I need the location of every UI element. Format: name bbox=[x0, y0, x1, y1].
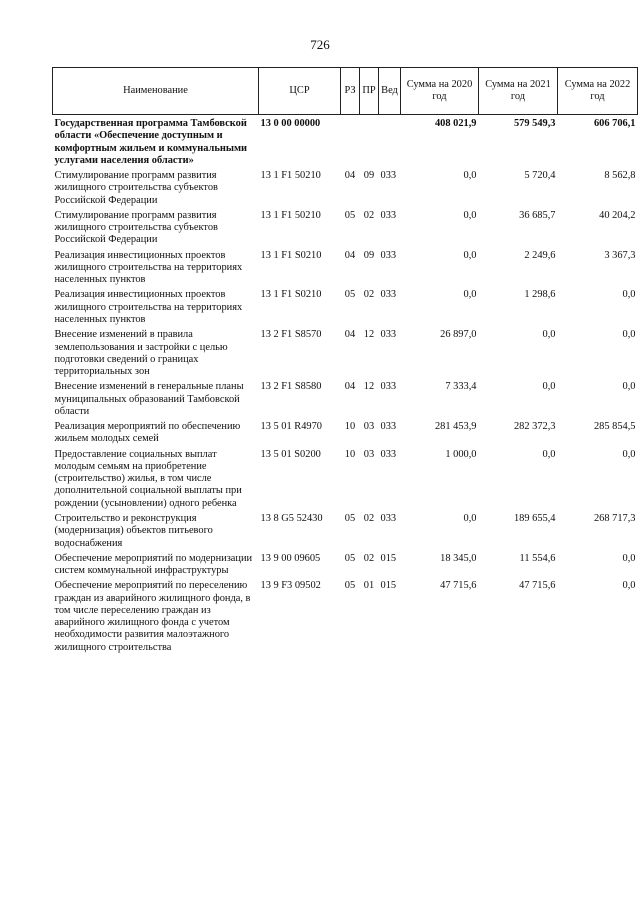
row-sum-2021: 579 549,3 bbox=[513, 118, 556, 129]
row-sum-2022: 606 706,1 bbox=[593, 118, 636, 129]
table-row bbox=[53, 446, 638, 510]
row-sum-2020: 0,0 bbox=[463, 209, 477, 221]
row-csr: 13 1 F1 S0210 bbox=[260, 289, 322, 301]
row-sum-2022: 0,0 bbox=[622, 289, 636, 301]
row-ved: 033 bbox=[380, 249, 397, 261]
row-csr: 13 9 00 09605 bbox=[260, 552, 321, 564]
row-ved: 033 bbox=[380, 421, 397, 433]
row-rz: 04 bbox=[344, 249, 356, 261]
row-pr: 02 bbox=[363, 512, 375, 524]
row-pr: 12 bbox=[363, 329, 375, 341]
row-sum-2021: 36 685,7 bbox=[519, 209, 556, 221]
row-pr: 03 bbox=[363, 421, 375, 433]
row-rz: 05 bbox=[344, 552, 356, 564]
row-sum-2021: 47 715,6 bbox=[519, 580, 556, 592]
row-sum-2022: 8 562,8 bbox=[604, 170, 636, 182]
row-csr: 13 1 F1 S0210 bbox=[260, 249, 322, 261]
row-rz bbox=[341, 115, 360, 168]
row-name: Государственная программа Тамбовской области «Обеспечение доступным и комфортным жильем и коммунальными услугами населения области» bbox=[54, 118, 248, 166]
row-ved: 033 bbox=[380, 170, 397, 182]
header-sum-2022: Сумма на 2022 год bbox=[558, 68, 638, 115]
row-ved bbox=[379, 115, 401, 168]
row-name: Внесение изменений в правила землепользования и застройки с целью подготовки сведений о границах территориальных зон bbox=[54, 329, 228, 378]
row-sum-2020: 0,0 bbox=[463, 512, 477, 524]
row-name: Строительство и реконструкция (модернизация) объектов питьевого водоснабжения bbox=[54, 512, 213, 549]
row-rz: 05 bbox=[344, 209, 356, 221]
row-sum-2021: 1 298,6 bbox=[524, 289, 556, 301]
row-rz: 10 bbox=[344, 448, 356, 460]
header-csr: ЦСР bbox=[259, 68, 341, 115]
row-rz: 04 bbox=[344, 381, 356, 393]
header-rz: РЗ bbox=[341, 68, 360, 115]
table-row bbox=[53, 286, 638, 326]
row-rz: 05 bbox=[344, 289, 356, 301]
row-sum-2021: 189 655,4 bbox=[513, 512, 556, 524]
row-csr: 13 5 01 S0200 bbox=[260, 448, 321, 460]
table-row bbox=[53, 550, 638, 578]
table-row bbox=[53, 378, 638, 418]
row-sum-2020: 18 345,0 bbox=[440, 552, 477, 564]
table-row bbox=[53, 167, 638, 207]
row-sum-2021: 5 720,4 bbox=[524, 170, 556, 182]
page-number: 726 bbox=[310, 37, 330, 52]
row-csr: 13 9 F3 09502 bbox=[260, 580, 321, 592]
row-ved: 033 bbox=[380, 512, 397, 524]
header-ved: Вед bbox=[379, 68, 401, 115]
row-sum-2021: 282 372,3 bbox=[513, 421, 556, 433]
row-sum-2020: 47 715,6 bbox=[440, 580, 477, 592]
row-name: Предоставление социальных выплат молодым семьям на приобретение (строительство) жилья, в том числе дополнительной социальной выплаты при рождении (усыновлении) одного ребенка bbox=[54, 448, 242, 509]
row-sum-2020: 281 453,9 bbox=[434, 421, 477, 433]
row-sum-2020: 7 333,4 bbox=[445, 381, 477, 393]
row-csr: 13 2 F1 S8570 bbox=[260, 329, 322, 341]
row-sum-2021: 0,0 bbox=[542, 329, 556, 341]
row-csr: 13 1 F1 50210 bbox=[260, 209, 321, 221]
row-rz: 04 bbox=[344, 170, 356, 182]
header-row bbox=[53, 68, 638, 115]
row-name: Обеспечение мероприятий по переселению граждан из аварийного жилищного фонда, в том числе переселению граждан из аварийного жилищного фонда с учетом необходимости развития малоэтажного жилищного строительства bbox=[54, 580, 251, 653]
row-sum-2021: 11 554,6 bbox=[519, 552, 556, 564]
row-sum-2020: 1 000,0 bbox=[445, 448, 477, 460]
table-row bbox=[53, 115, 638, 168]
table-row bbox=[53, 207, 638, 247]
row-pr: 09 bbox=[363, 170, 375, 182]
row-sum-2021: 2 249,6 bbox=[524, 249, 556, 261]
row-name: Обеспечение мероприятий по модернизации систем коммунальной инфраструктуры bbox=[54, 552, 253, 577]
header-pr: ПР bbox=[360, 68, 379, 115]
row-csr: 13 2 F1 S8580 bbox=[260, 381, 322, 393]
row-sum-2022: 0,0 bbox=[622, 580, 636, 592]
row-sum-2020: 0,0 bbox=[463, 249, 477, 261]
row-sum-2020: 408 021,9 bbox=[434, 118, 477, 129]
row-sum-2022: 0,0 bbox=[622, 381, 636, 393]
row-sum-2022: 268 717,3 bbox=[593, 512, 636, 524]
row-rz: 04 bbox=[344, 329, 356, 341]
row-sum-2022: 40 204,2 bbox=[599, 209, 636, 221]
row-pr: 02 bbox=[363, 552, 375, 564]
row-pr: 12 bbox=[363, 381, 375, 393]
row-ved: 033 bbox=[380, 381, 397, 393]
header-sum-2021: Сумма на 2021 год bbox=[479, 68, 558, 115]
row-csr: 13 5 01 R4970 bbox=[260, 421, 322, 433]
table-row bbox=[53, 510, 638, 550]
row-name: Реализация мероприятий по обеспечению жильем молодых семей bbox=[54, 421, 241, 445]
table-row bbox=[53, 326, 638, 378]
row-sum-2022: 3 367,3 bbox=[604, 249, 636, 261]
row-csr: 13 1 F1 50210 bbox=[260, 170, 321, 182]
row-name: Стимулирование программ развития жилищного строительства субъектов Российской Федерации bbox=[54, 209, 218, 246]
row-sum-2021: 0,0 bbox=[542, 448, 556, 460]
table-row bbox=[53, 418, 638, 446]
row-csr: 13 8 G5 52430 bbox=[260, 512, 323, 524]
row-pr: 01 bbox=[363, 580, 375, 592]
header-name: Наименование bbox=[53, 68, 259, 115]
table-row bbox=[53, 577, 638, 654]
row-ved: 033 bbox=[380, 329, 397, 341]
row-rz: 10 bbox=[344, 421, 356, 433]
row-sum-2022: 285 854,5 bbox=[593, 421, 636, 433]
row-pr: 02 bbox=[363, 289, 375, 301]
row-pr: 02 bbox=[363, 209, 375, 221]
row-csr: 13 0 00 00000 bbox=[260, 118, 321, 129]
row-ved: 033 bbox=[380, 448, 397, 460]
row-name: Реализация инвестиционных проектов жилищного строительства на территориях населенных пунктов bbox=[54, 249, 243, 286]
row-pr: 03 bbox=[363, 448, 375, 460]
row-pr: 09 bbox=[363, 249, 375, 261]
row-rz: 05 bbox=[344, 512, 356, 524]
row-ved: 033 bbox=[380, 209, 397, 221]
row-sum-2020: 0,0 bbox=[463, 170, 477, 182]
row-sum-2020: 0,0 bbox=[463, 289, 477, 301]
row-ved: 015 bbox=[380, 552, 397, 564]
header-sum-2020: Сумма на 2020 год bbox=[401, 68, 479, 115]
row-sum-2022: 0,0 bbox=[622, 448, 636, 460]
row-name: Стимулирование программ развития жилищного строительства субъектов Российской Федерации bbox=[54, 170, 218, 206]
row-sum-2020: 26 897,0 bbox=[440, 329, 477, 341]
row-ved: 015 bbox=[380, 580, 397, 592]
row-sum-2022: 0,0 bbox=[622, 552, 636, 564]
row-ved: 033 bbox=[380, 289, 397, 301]
row-rz: 05 bbox=[344, 580, 356, 592]
row-name: Реализация инвестиционных проектов жилищного строительства на территориях населенных пунктов bbox=[54, 289, 243, 325]
row-name: Внесение изменений в генеральные планы муниципальных образований Тамбовской области bbox=[54, 381, 244, 417]
budget-table bbox=[52, 67, 638, 654]
row-sum-2022: 0,0 bbox=[622, 329, 636, 341]
table-row bbox=[53, 247, 638, 287]
row-sum-2021: 0,0 bbox=[542, 381, 556, 393]
row-pr bbox=[360, 115, 379, 168]
